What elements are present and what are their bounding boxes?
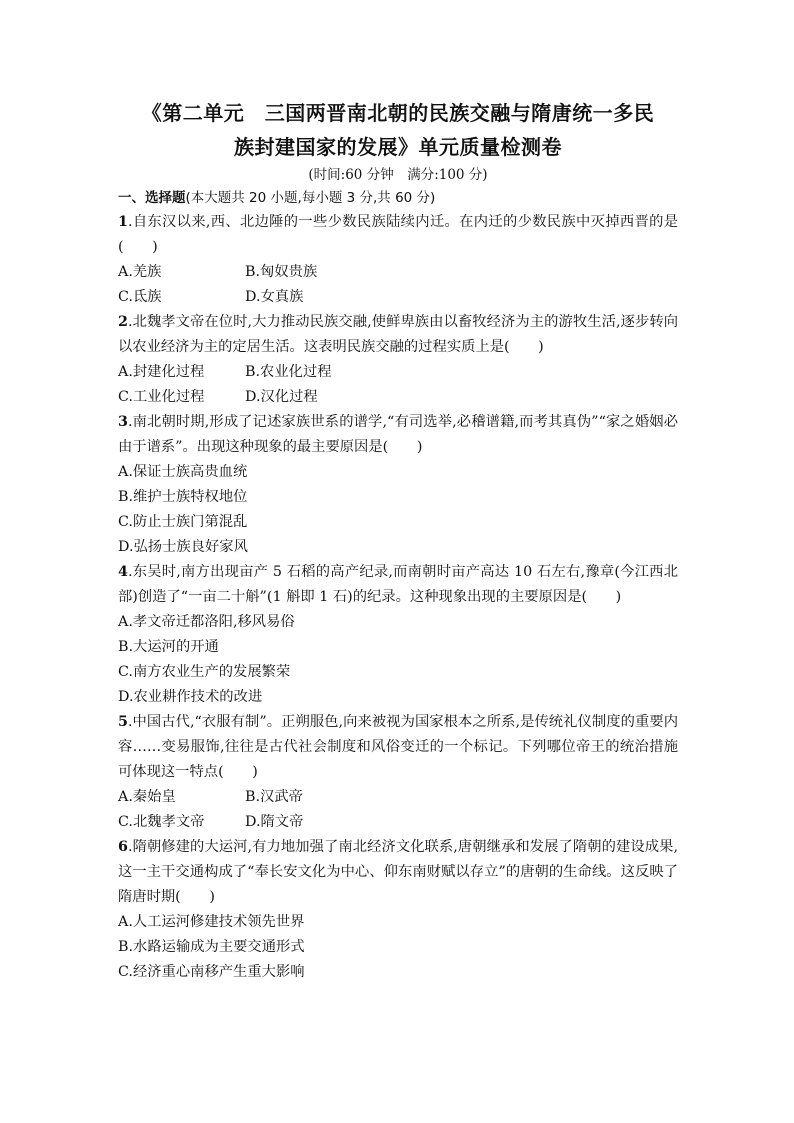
question-number: 2	[118, 314, 128, 330]
answer-option: C.氐族	[118, 289, 162, 305]
option-group	[118, 460, 678, 560]
option-group	[118, 910, 678, 985]
question-number: 4	[118, 564, 128, 580]
question-number: 6	[118, 839, 128, 855]
question-text: .隋朝修建的大运河,有力地加强了南北经济文化联系,唐朝继承和发展了隋朝的建设成果,这一主干交通构成了“奉长安文化为中心、仰东南财赋以存立”的唐朝的生命线。这反映了隋唐时期( )	[118, 839, 678, 905]
answer-option: B.匈奴贵族	[245, 264, 318, 280]
question-3	[118, 410, 678, 560]
answer-option: A.孝文帝迁都洛阳,移风易俗	[118, 614, 295, 630]
section-title: 一、选择题	[118, 190, 186, 206]
answer-option: D.汉化过程	[245, 389, 318, 405]
answer-option: D.弘扬士族良好家风	[118, 539, 248, 555]
exam-page	[118, 96, 678, 985]
question-4	[118, 560, 678, 710]
question-text: .东吴时,南方出现亩产 5 石稻的高产纪录,而南朝时亩产高达 10 石左右,豫章(今江西北部)创造了“一亩二十斛”(1 斛即 1 石)的纪录。这种现象出现的主要原因是( )	[118, 564, 678, 605]
answer-option: A.羌族	[118, 264, 162, 280]
title-line-2: 族封建国家的发展》单元质量检测卷	[234, 135, 562, 159]
question-6	[118, 835, 678, 985]
exam-subtitle: (时间:60 分钟 满分:100 分)	[308, 167, 488, 183]
answer-option: B.大运河的开通	[118, 639, 219, 655]
question-2	[118, 310, 678, 410]
answer-option: D.农业耕作技术的改进	[118, 689, 263, 705]
answer-option: C.经济重心南移产生重大影响	[118, 964, 305, 980]
question-stem	[118, 835, 678, 910]
question-stem	[118, 210, 678, 260]
question-1	[118, 210, 678, 310]
question-stem	[118, 560, 678, 610]
option-row	[118, 360, 678, 385]
exam-title	[118, 96, 678, 164]
option-row	[118, 785, 678, 810]
option-group	[118, 260, 678, 310]
question-text: .北魏孝文帝在位时,大力推动民族交融,使鲜卑族由以畜牧经济为主的游牧生活,逐步转向以农业经济为主的定居生活。这表明民族交融的过程实质上是( )	[118, 314, 678, 355]
option-row	[118, 260, 678, 285]
answer-option: A.保证士族高贵血统	[118, 464, 248, 480]
question-text: .南北朝时期,形成了记述家族世系的谱学,“有司选举,必稽谱籍,而考其真伪”“家之婚姻必由于谱系”。出现这种现象的最主要原因是( )	[118, 414, 678, 455]
title-line-1: 《第二单元 三国两晋南北朝的民族交融与隋唐统一多民	[141, 101, 655, 125]
answer-option: A.封建化过程	[118, 364, 205, 380]
question-stem	[118, 310, 678, 360]
question-number: 3	[118, 414, 128, 430]
section-note: (本大题共 20 小题,每小题 3 分,共 60 分)	[185, 190, 436, 206]
option-row	[118, 385, 678, 410]
answer-option: C.工业化过程	[118, 389, 205, 405]
option-group	[118, 360, 678, 410]
answer-option: C.北魏孝文帝	[118, 814, 205, 830]
question-number: 5	[118, 714, 128, 730]
answer-option: A.人工运河修建技术领先世界	[118, 914, 305, 930]
answer-option: D.隋文帝	[245, 814, 304, 830]
option-row	[118, 810, 678, 835]
question-stem	[118, 410, 678, 460]
question-text: .中国古代,“衣服有制”。正朔服色,向来被视为国家根本之所系,是传统礼仪制度的重要内容……变易服饰,往往是古代社会制度和风俗变迁的一个标记。下列哪位帝王的统治措施可体现这一特点( )	[118, 714, 678, 780]
answer-option: C.南方农业生产的发展繁荣	[118, 664, 291, 680]
answer-option: B.维护士族特权地位	[118, 489, 248, 505]
question-list	[118, 210, 678, 985]
answer-option: D.女真族	[245, 289, 304, 305]
option-group	[118, 610, 678, 710]
option-row	[118, 285, 678, 310]
question-number: 1	[118, 214, 128, 230]
question-5	[118, 710, 678, 835]
question-text: .自东汉以来,西、北边陲的一些少数民族陆续内迁。在内迁的少数民族中灭掉西晋的是( )	[118, 214, 678, 255]
answer-option: B.水路运输成为主要交通形式	[118, 939, 305, 955]
answer-option: B.农业化过程	[245, 364, 332, 380]
answer-option: A.秦始皇	[118, 789, 176, 805]
answer-option: B.汉武帝	[245, 789, 303, 805]
section-header	[118, 186, 678, 210]
question-stem	[118, 710, 678, 785]
option-group	[118, 785, 678, 835]
answer-option: C.防止士族门第混乱	[118, 514, 248, 530]
